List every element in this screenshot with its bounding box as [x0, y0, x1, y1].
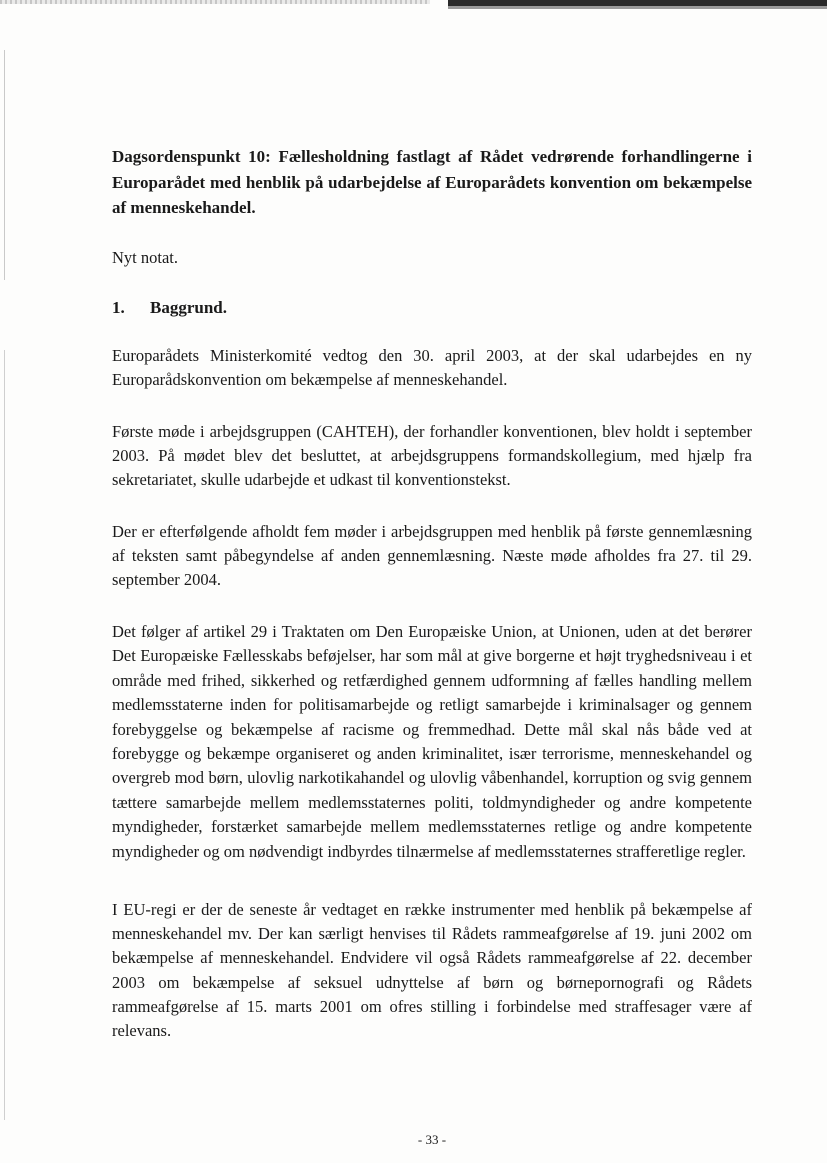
agenda-item-heading: Dagsordenspunkt 10: Fællesholdning fastlagt af Rådet vedrørende forhandlingerne i Europarådet med henblik på udarbejdelse af Europarådets konvention om bekæmpelse af menneskehandel. [112, 147, 752, 217]
section-heading [112, 296, 227, 320]
note-label: Nyt notat. [112, 248, 178, 267]
paragraph-3: Der er efterfølgende afholdt fem møder i arbejdsgruppen med henblik på første gennemlæsning af teksten samt påbegyndelse af anden gennemlæsning. Næste møde afholdes fra 27. til 29. september 2004. [112, 522, 752, 590]
paragraph-5: I EU-regi er der de seneste år vedtaget en række instrumenter med henblik på bekæmpelse af menneskehandel mv. Der kan særligt henvises til Rådets rammeafgørelse af 19. juni 2002 om bekæmpelse af menneskehandel. Endvidere vil også Rådets rammeafgørelse af 22. december 2003 om bekæmpelse af seksuel udnyttelse af børn og børnepornografi og Rådets rammeafgørelse af 15. marts 2001 om ofres stilling i forbindelse med straffesager være af relevans. [112, 900, 752, 1041]
scan-artifact-top-right [448, 0, 827, 9]
scan-artifact-top-left [0, 0, 430, 4]
paragraph-2: Første møde i arbejdsgruppen (CAHTEH), der forhandler konventionen, blev holdt i september 2003. På mødet blev det besluttet, at arbejdsgruppens formandskollegium, med hjælp fra sekretariatet, skulle udarbejde et udkast til konventionstekst. [112, 422, 752, 490]
section-number: 1. [112, 298, 125, 317]
page-number: - 33 - [417, 1132, 447, 1147]
section-title: Baggrund. [150, 298, 227, 317]
paragraph-4: Det følger af artikel 29 i Traktaten om Den Europæiske Union, at Unionen, uden at det berører Det Europæiske Fællesskabs beføjelser, har som mål at give borgerne et højt tryghedsniveau i et område med frihed, sikkerhed og retfærdighed gennem udformning af fælles handling mellem medlemsstaterne inden for politisamarbejde og retligt samarbejde i kriminalsager og gennem forebyggelse og bekæmpelse af racisme og fremmedhad. Dette mål skal nås både ved at forebygge og bekæmpe organiseret og anden kriminalitet, især terrorisme, menneskehandel og overgreb mod børn, ulovlig narkotikahandel og ulovlig våbenhandel, korruption og svig gennem tættere samarbejde mellem medlemsstaternes politi, toldmyndigheder og andre kompetente myndigheder, forstærket samarbejde mellem medlemsstaternes retlige og andre kompetente myndigheder og om nødvendigt indbyrdes tilnærmelse af medlemsstaternes strafferetlige regler. [112, 622, 752, 861]
paragraph-1: Europarådets Ministerkomité vedtog den 30. april 2003, at der skal udarbejdes en ny Europarådskonvention om bekæmpelse af menneskehandel. [112, 346, 752, 390]
scan-artifact-left-edge [4, 20, 5, 1160]
